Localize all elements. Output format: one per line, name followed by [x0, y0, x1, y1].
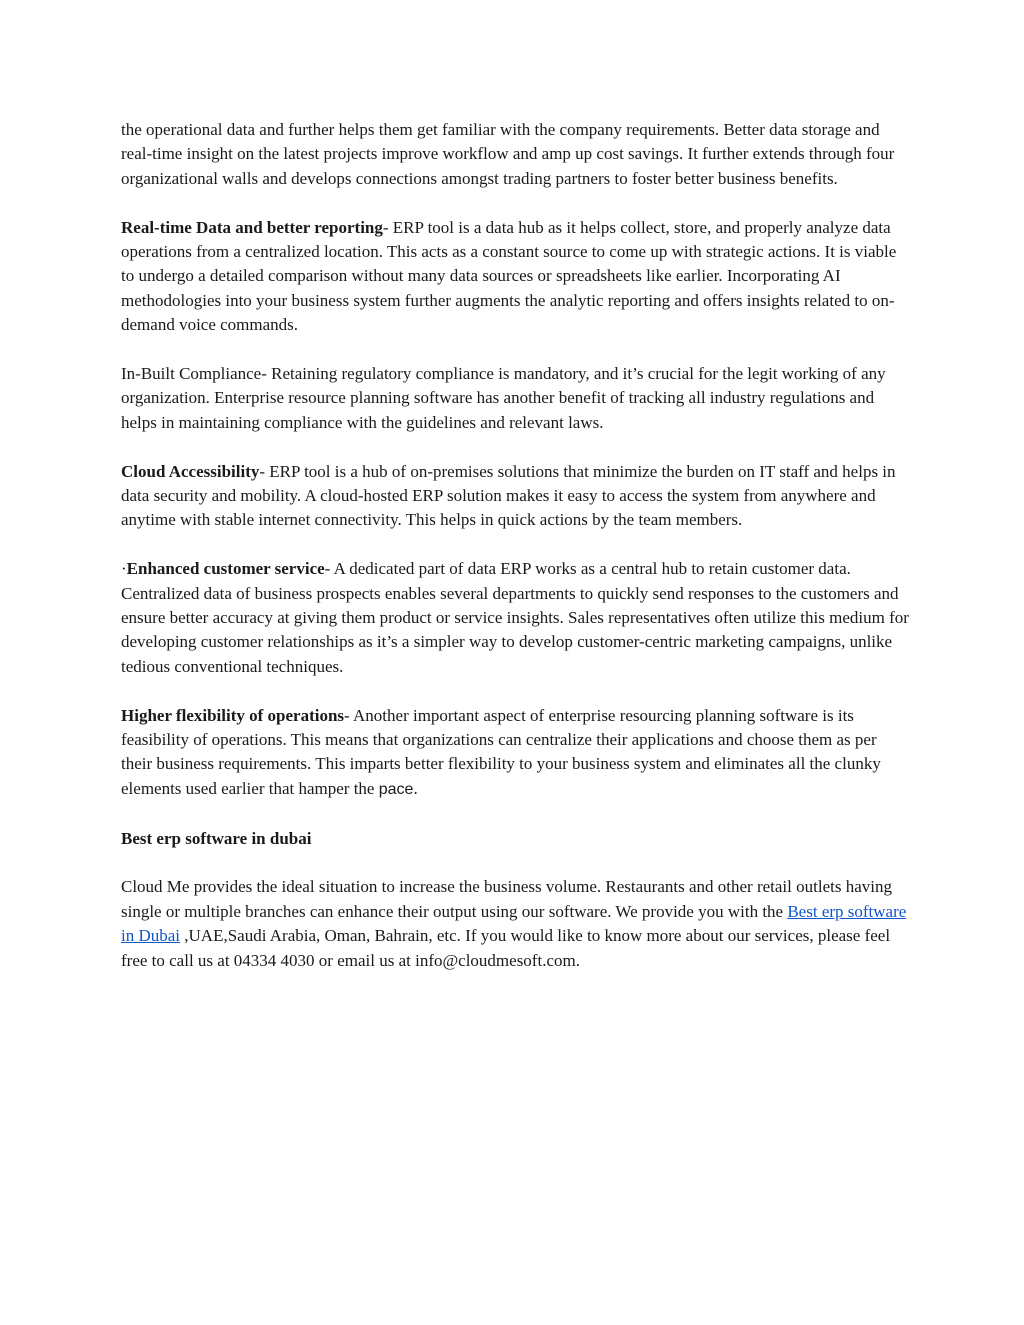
flexibility-body: - Another important aspect of enterprise resourcing planning software is its feasibility of operations. This means that organizations can centralize their applications and choose them as per their business requirements. This imparts better flexibility to your business system and eliminates all the clunky elements used earlier that hamper the — [121, 705, 881, 798]
best-erp-link[interactable]: Best erp software in Dubai — [121, 901, 907, 946]
closing-text-before: Cloud Me provides the ideal situation to increase the business volume. Restaurants and other retail outlets having single or multiple branches can enhance their output using our software. We provide you with the — [121, 877, 892, 921]
realtime-paragraph — [121, 216, 911, 338]
realtime-body: - ERP tool is a data hub as it helps collect, store, and properly analyze data operations from a centralized location. This acts as a constant source to come up with strategic actions. It is viable to undergo a detailed comparison without many data sources or spreadsheets like earlier. Incorporating AI methodologies into your business system further augments the analytic reporting and offers insights related to on-demand voice commands. — [121, 217, 897, 335]
closing-text-after: ,UAE,Saudi Arabia, Oman, Bahrain, etc. If you would like to know more about our services, please feel free to call us at 04334 4030 or email us at info@cloudmesoft.com. — [121, 926, 891, 970]
bullet-dot: · — [121, 559, 127, 579]
flexibility-heading: Higher flexibility of operations — [121, 705, 345, 725]
realtime-heading: Real-time Data and better reporting — [121, 217, 383, 237]
flexibility-tail-word: pace — [378, 780, 414, 798]
document-page — [121, 118, 911, 998]
flexibility-paragraph — [121, 704, 911, 803]
intro-text: the operational data and further helps them get familiar with the company requirements. Better data storage and real-time insight on the latest projects improve workflow and amp up cost savings. It further extends through four organizational walls and develops connections amongst trading partners to foster better business benefits. — [121, 120, 895, 188]
cloud-paragraph — [121, 460, 911, 533]
compliance-text: In-Built Compliance- Retaining regulatory compliance is mandatory, and it’s crucial for the legit working of any organization. Enterprise resource planning software has another benefit of tracking all industry regulations and helps in maintaining compliance with the guidelines and relevant laws. — [121, 364, 886, 432]
section-heading: Best erp software in dubai — [121, 828, 312, 848]
customer-body: - A dedicated part of data ERP works as a central hub to retain customer data. Centralized data of business prospects enables several departments to quickly send responses to the customers and ensure better accuracy at giving them product or service insights. Sales representatives often utilize this medium for developing customer relationships as it’s a simpler way to develop customer-centric marketing campaigns, unlike tedious conventional techniques. — [121, 559, 909, 676]
cloud-heading: Cloud Accessibility — [121, 461, 260, 481]
intro-paragraph — [121, 118, 911, 191]
customer-paragraph — [121, 557, 911, 679]
cloud-body: - ERP tool is a hub of on-premises solutions that minimize the burden on IT staff and helps in data security and mobility. A cloud-hosted ERP solution makes it easy to access the system from anywhere and anytime with stable internet connectivity. This helps in quick actions by the team members. — [121, 461, 896, 530]
flexibility-tail-punct: . — [413, 778, 418, 798]
closing-paragraph — [121, 875, 911, 973]
compliance-paragraph — [121, 362, 911, 435]
customer-heading: Enhanced customer service — [126, 559, 325, 579]
